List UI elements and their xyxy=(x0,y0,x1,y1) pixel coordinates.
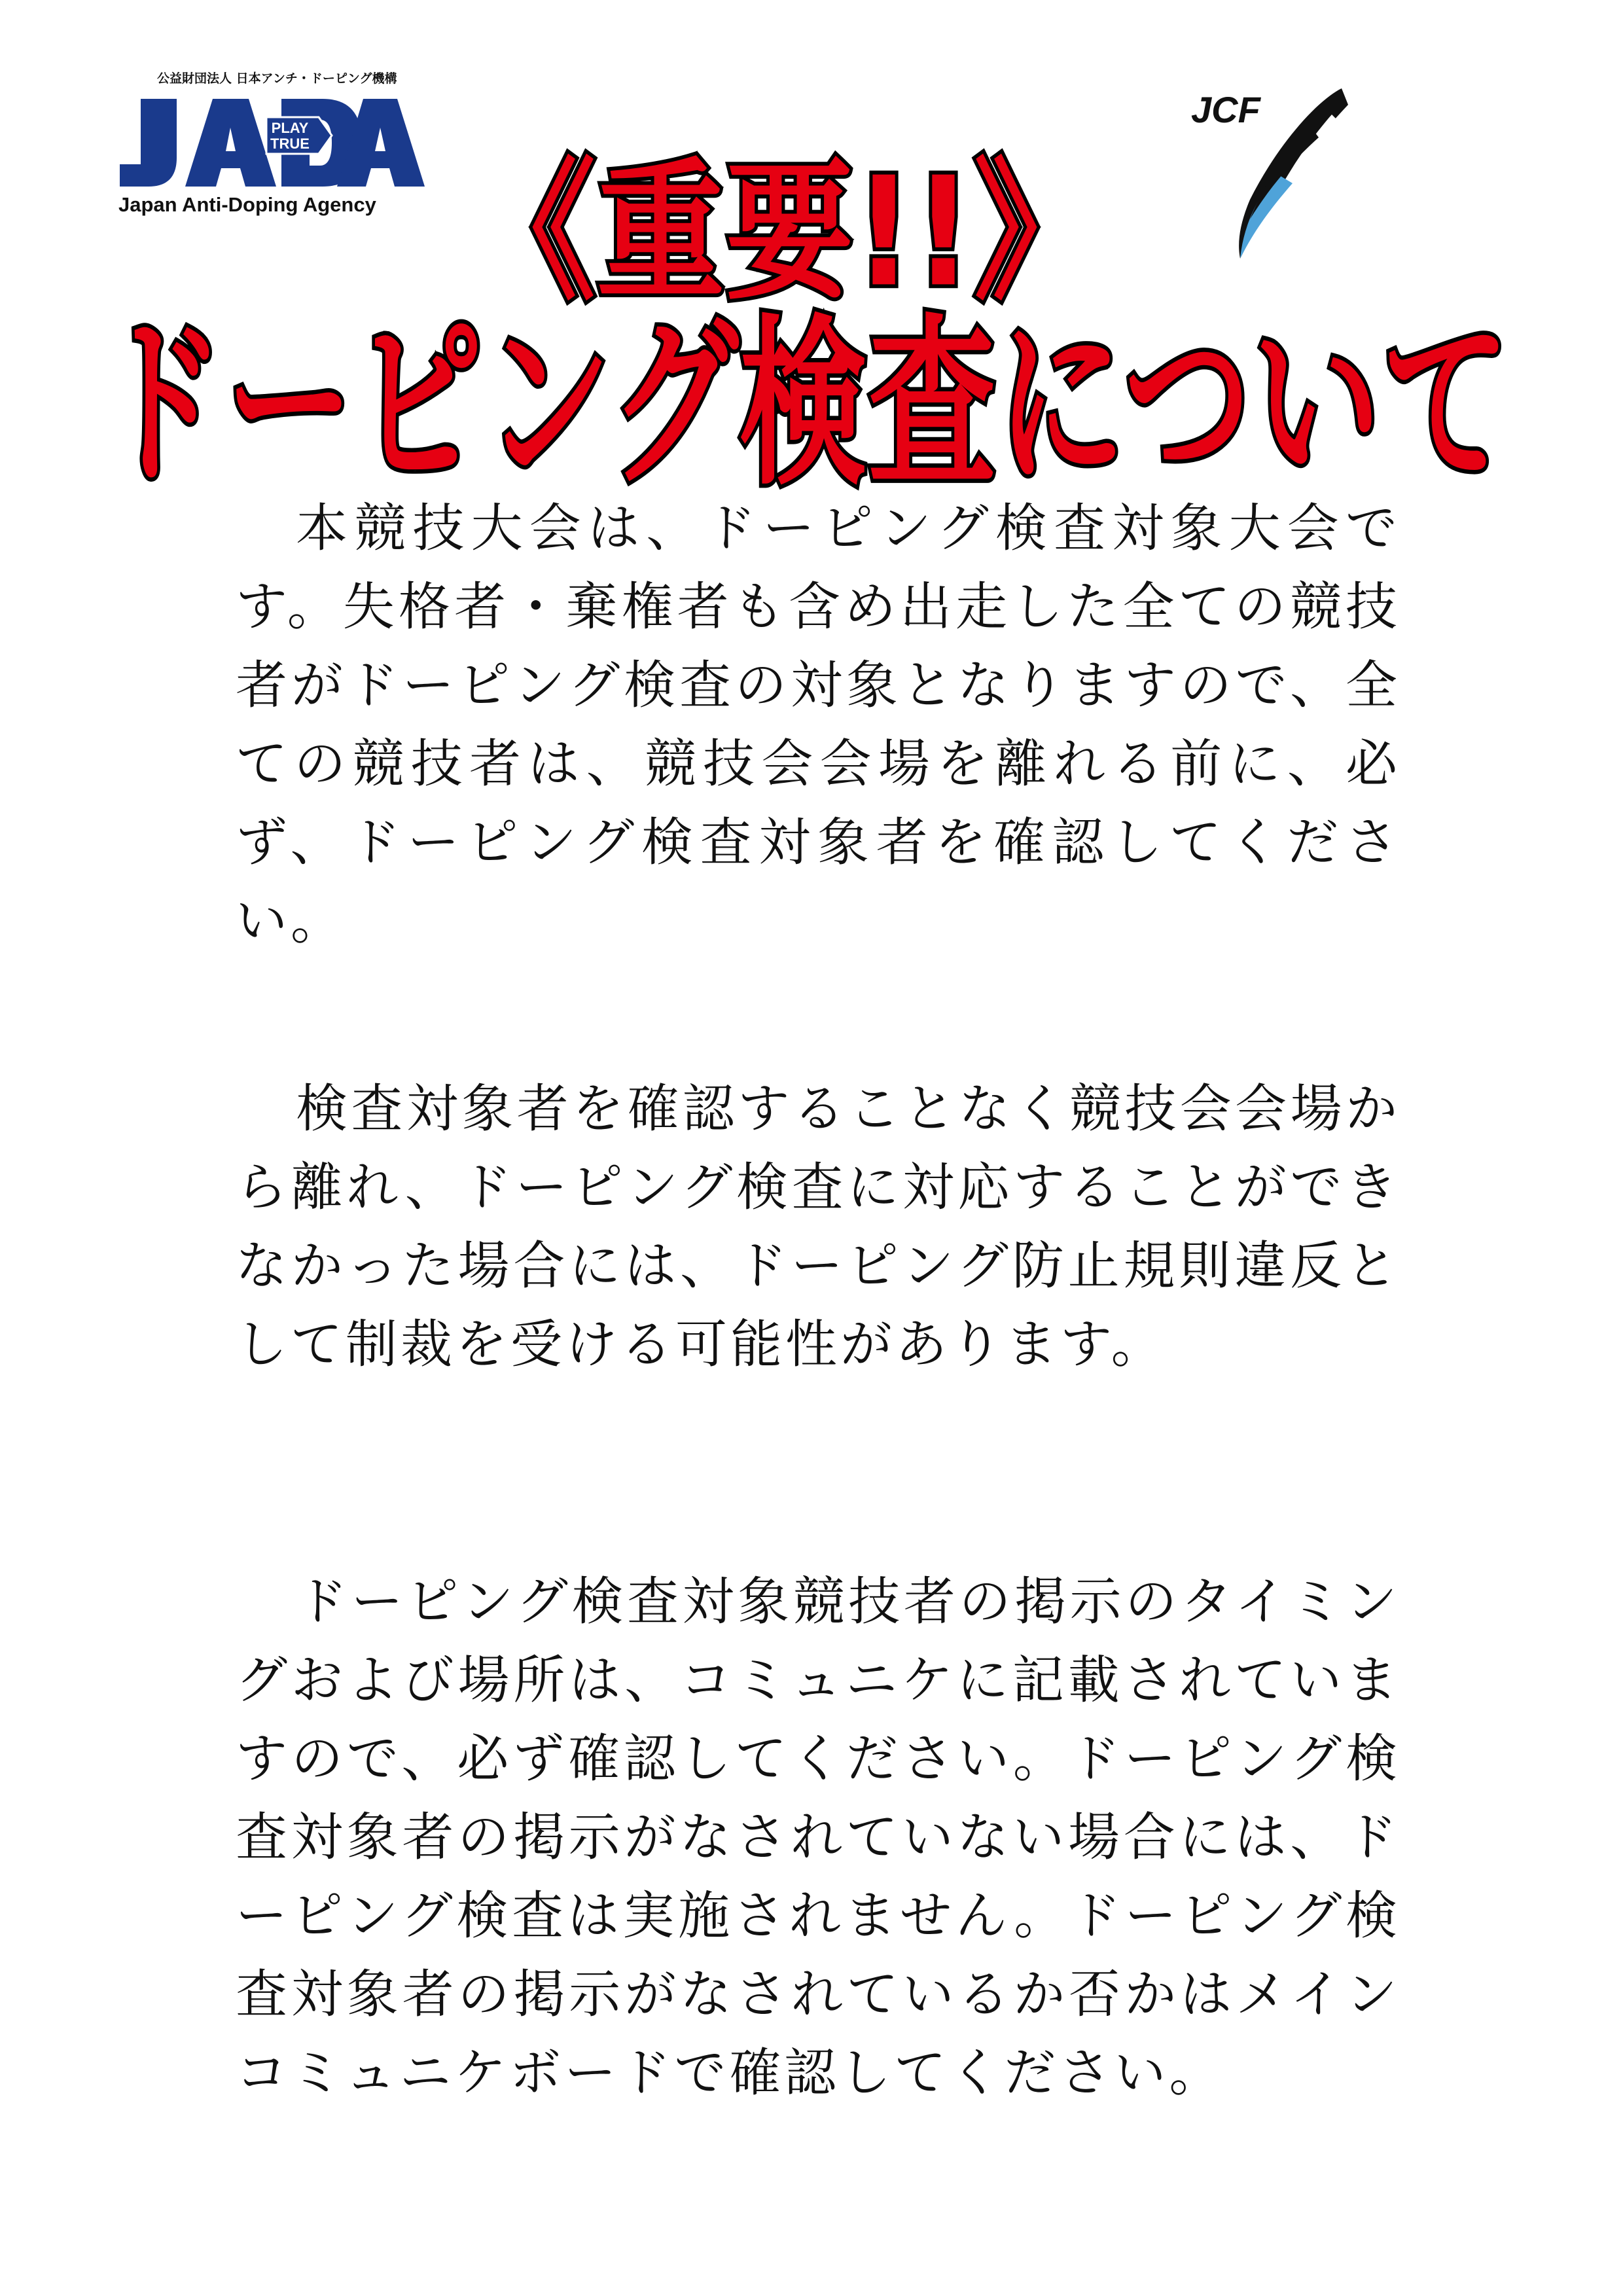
paragraph-2: 検査対象者を確認することなく競技会会場から離れ、ドーピング検査に対応することができなかった場合には、ドーピング防止規則違反として制裁を受ける可能性があります。 xyxy=(236,1079,1400,1374)
paragraph-1: 本競技大会は、ドーピング検査対象大会です。失格者・棄権者も含め出走した全ての競技者がドーピング検査の対象となりますので、全ての競技者は、競技会会場を離れる前に、必ず、ドーピング検査対象者を確認してください。 xyxy=(236,498,1400,951)
paragraph-3: ドーピング検査対象競技者の掲示のタイミングおよび場所は、コミュニケに記載されていますので、必ず確認してください。ドーピング検査対象者の掲示がなされていない場合には、ドーピング検査は実施されません。ドーピング検査対象者の掲示がなされているか否かはメインコミュニケボードで確認してください。 xyxy=(236,1571,1400,2103)
jada-badge-line1: PLAY xyxy=(271,120,309,136)
jada-badge-line2: TRUE xyxy=(270,135,310,152)
jada-org-name-en: Japan Anti-Doping Agency xyxy=(118,193,376,216)
title-doping-test: ドーピング検査について xyxy=(96,298,1511,511)
jada-org-name: 公益財団法人 日本アンチ・ドーピング機構 xyxy=(157,71,397,86)
title-important: 《重要!!》 xyxy=(468,144,1103,320)
jcf-wordmark: JCF xyxy=(1191,89,1260,130)
